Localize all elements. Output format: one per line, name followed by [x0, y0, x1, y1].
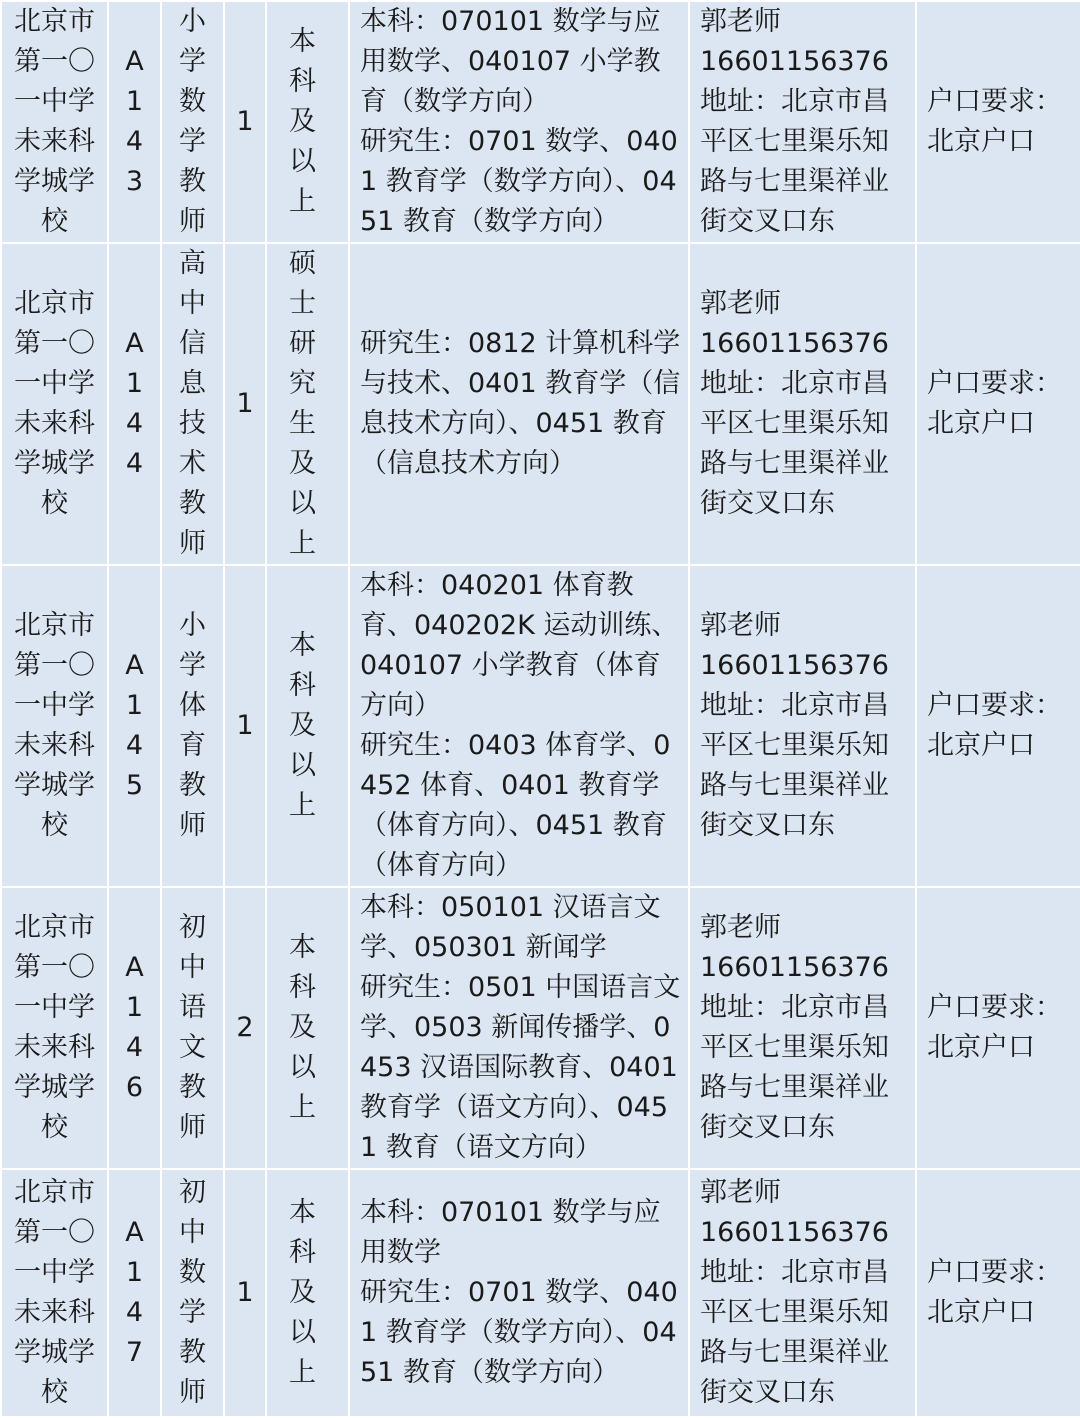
- major-undergrad-text: 本科：040201 体育教育、040202K 运动训练、040107 小学教育（体育方向）: [360, 570, 679, 721]
- contact-address: 地址：北京市昌平区七里渠乐知路与七里渠祥业街交叉口东: [700, 992, 889, 1143]
- major-cell: [349, 1, 689, 243]
- education-cell: 本科及以上: [266, 887, 349, 1169]
- major-cell: [349, 243, 689, 565]
- post-code-text: A146: [125, 952, 144, 1103]
- note-cell: 户口要求：北京户口: [916, 243, 1080, 565]
- contact-cell: [689, 1169, 916, 1417]
- post-code-text: A143: [125, 46, 144, 197]
- major-graduate-text: 研究生：0701 数学、0401 教育学（数学方向）、0451 教育（数学方向）: [360, 126, 678, 237]
- post-name-text: 初中数学教师: [179, 1177, 206, 1408]
- note-cell: 户口要求：北京户口: [916, 887, 1080, 1169]
- post-code-cell: [108, 565, 161, 887]
- contact-person: 郭老师: [700, 610, 781, 641]
- school-cell: 北京市第一〇一中学未来科学城学校: [1, 243, 108, 565]
- major-cell: [349, 887, 689, 1169]
- major-undergrad-text: 本科：070101 数学与应用数学: [360, 1197, 661, 1268]
- post-name-text: 高中信息技术教师: [179, 248, 206, 559]
- major-graduate-text: 研究生：0812 计算机科学与技术、0401 教育学（信息技术方向）、0451 教育（信息技术方向）: [360, 328, 681, 479]
- school-cell: 北京市第一〇一中学未来科学城学校: [1, 1, 108, 243]
- education-cell: 本科及以上: [266, 1169, 349, 1417]
- contact-cell: [689, 243, 916, 565]
- hire-count-cell: 1: [224, 1169, 266, 1417]
- contact-phone: 16601156376: [700, 1217, 889, 1248]
- post-code-cell: [108, 1, 161, 243]
- table-row: [1, 565, 1080, 887]
- post-code-cell: [108, 887, 161, 1169]
- hire-count-cell: 1: [224, 565, 266, 887]
- post-name-cell: [161, 887, 224, 1169]
- post-name-cell: [161, 1, 224, 243]
- major-cell: [349, 565, 689, 887]
- contact-person: 郭老师: [700, 1177, 781, 1208]
- hire-count-cell: 2: [224, 887, 266, 1169]
- post-name-cell: [161, 1169, 224, 1417]
- contact-address: 地址：北京市昌平区七里渠乐知路与七里渠祥业街交叉口东: [700, 690, 889, 841]
- post-name-text: 小学体育教师: [179, 610, 206, 841]
- major-undergrad-text: 本科：050101 汉语言文学、050301 新闻学: [360, 892, 661, 963]
- hire-count-cell: 1: [224, 243, 266, 565]
- contact-cell: [689, 887, 916, 1169]
- note-cell: 户口要求：北京户口: [916, 1, 1080, 243]
- contact-person: 郭老师: [700, 6, 781, 37]
- contact-phone: 16601156376: [700, 952, 889, 983]
- major-graduate-text: 研究生：0501 中国语言文学、0503 新闻传播学、0453 汉语国际教育、0401 教育学（语文方向）、0451 教育（语文方向）: [360, 972, 687, 1163]
- post-code-text: A144: [125, 328, 144, 479]
- post-name-cell: [161, 243, 224, 565]
- major-undergrad-text: 本科：070101 数学与应用数学、040107 小学教育（数学方向）: [360, 6, 661, 117]
- post-code-cell: [108, 243, 161, 565]
- major-cell: [349, 1169, 689, 1417]
- table-row: [1, 243, 1080, 565]
- post-name-cell: [161, 565, 224, 887]
- post-code-cell: [108, 1169, 161, 1417]
- education-cell: 本科及以上: [266, 565, 349, 887]
- note-cell: 户口要求：北京户口: [916, 565, 1080, 887]
- education-cell: 本科及以上: [266, 1, 349, 243]
- contact-address: 地址：北京市昌平区七里渠乐知路与七里渠祥业街交叉口东: [700, 368, 889, 519]
- table-row: [1, 887, 1080, 1169]
- contact-phone: 16601156376: [700, 650, 889, 681]
- post-name-text: 小学数学教师: [179, 6, 206, 237]
- major-graduate-text: 研究生：0701 数学、0401 教育学（数学方向）、0451 教育（数学方向）: [360, 1277, 678, 1388]
- school-cell: 北京市第一〇一中学未来科学城学校: [1, 1169, 108, 1417]
- contact-person: 郭老师: [700, 912, 781, 943]
- major-graduate-text: 研究生：0403 体育学、0452 体育、0401 教育学（体育方向）、0451 教育（体育方向）: [360, 730, 671, 881]
- contact-phone: 16601156376: [700, 46, 889, 77]
- education-cell: 硕士研究生及以上: [266, 243, 349, 565]
- contact-address: 地址：北京市昌平区七里渠乐知路与七里渠祥业街交叉口东: [700, 86, 889, 237]
- contact-address: 地址：北京市昌平区七里渠乐知路与七里渠祥业街交叉口东: [700, 1257, 889, 1408]
- contact-phone: 16601156376: [700, 328, 889, 359]
- table-row: [1, 1, 1080, 243]
- school-cell: 北京市第一〇一中学未来科学城学校: [1, 565, 108, 887]
- contact-cell: [689, 1, 916, 243]
- table-row: [1, 1169, 1080, 1417]
- note-cell: 户口要求：北京户口: [916, 1169, 1080, 1417]
- post-code-text: A145: [125, 650, 144, 801]
- post-code-text: A147: [125, 1217, 144, 1368]
- contact-cell: [689, 565, 916, 887]
- hire-count-cell: 1: [224, 1, 266, 243]
- post-name-text: 初中语文教师: [179, 912, 206, 1143]
- contact-person: 郭老师: [700, 288, 781, 319]
- school-cell: 北京市第一〇一中学未来科学城学校: [1, 887, 108, 1169]
